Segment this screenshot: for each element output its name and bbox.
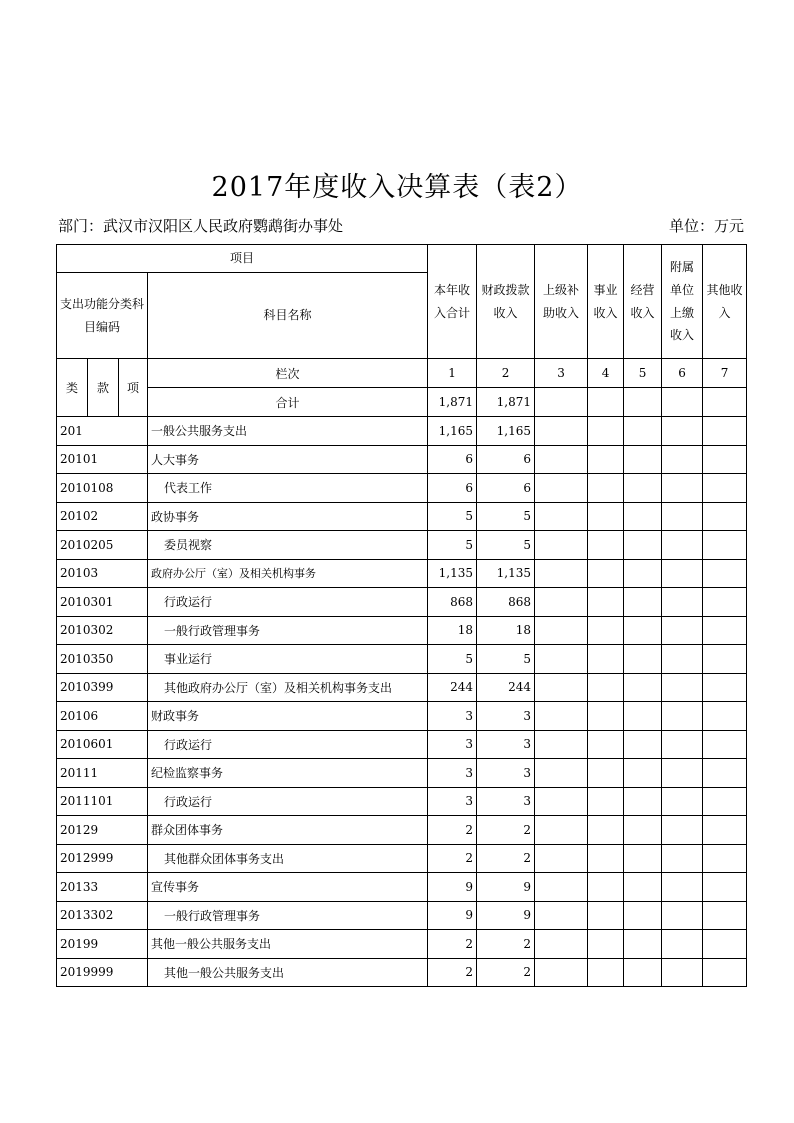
row-business-income — [588, 502, 624, 531]
table-row — [57, 901, 747, 930]
row-code: 2012999 — [57, 844, 148, 873]
row-subject-name: 事业运行 — [148, 645, 428, 674]
table-row — [57, 445, 747, 474]
row-business-income — [588, 559, 624, 588]
row-code: 2010301 — [57, 588, 148, 617]
header-fiscal-allocation: 财政拨款收入 — [477, 245, 535, 359]
row-subject-name: 其他政府办公厅（室）及相关机构事务支出 — [148, 673, 428, 702]
row-affiliated-income — [662, 787, 703, 816]
row-operating-income — [624, 616, 662, 645]
header-total-income: 本年收入合计 — [428, 245, 477, 359]
row-operating-income — [624, 445, 662, 474]
header-subject-name: 科目名称 — [148, 273, 428, 359]
revenue-table — [56, 244, 747, 987]
row-other-income — [703, 645, 747, 674]
row-subject-name: 其他群众团体事务支出 — [148, 844, 428, 873]
row-affiliated-income — [662, 844, 703, 873]
row-total-income: 9 — [428, 873, 477, 902]
table-row — [57, 816, 747, 845]
row-total-income: 3 — [428, 702, 477, 731]
table-row — [57, 559, 747, 588]
row-fiscal-allocation: 1,165 — [477, 417, 535, 446]
row-subject-name: 行政运行 — [148, 730, 428, 759]
table-row — [57, 502, 747, 531]
table-row — [57, 787, 747, 816]
row-code: 20106 — [57, 702, 148, 731]
row-total-income: 5 — [428, 502, 477, 531]
row-total-income: 5 — [428, 645, 477, 674]
row-business-income — [588, 673, 624, 702]
row-subject-name: 委员视察 — [148, 531, 428, 560]
row-code: 20102 — [57, 502, 148, 531]
row-code: 2013302 — [57, 901, 148, 930]
row-business-income — [588, 958, 624, 987]
row-affiliated-income — [662, 559, 703, 588]
row-operating-income — [624, 474, 662, 503]
row-subject-name: 其他一般公共服务支出 — [148, 958, 428, 987]
col-number-4: 4 — [588, 359, 624, 388]
row-total-income: 868 — [428, 588, 477, 617]
row-code: 2010205 — [57, 531, 148, 560]
row-total-income: 244 — [428, 673, 477, 702]
row-operating-income — [624, 759, 662, 788]
header-superior-subsidy: 上级补助收入 — [535, 245, 588, 359]
row-operating-income — [624, 816, 662, 845]
row-superior-subsidy — [535, 502, 588, 531]
row-operating-income — [624, 873, 662, 902]
row-other-income — [703, 531, 747, 560]
row-business-income — [588, 730, 624, 759]
col-number-6: 6 — [662, 359, 703, 388]
row-operating-income — [624, 901, 662, 930]
row-subject-name: 行政运行 — [148, 588, 428, 617]
row-superior-subsidy — [535, 930, 588, 959]
row-business-income — [588, 474, 624, 503]
row-code: 2019999 — [57, 958, 148, 987]
row-code: 20129 — [57, 816, 148, 845]
row-business-income — [588, 645, 624, 674]
row-fiscal-allocation: 9 — [477, 901, 535, 930]
row-total-income: 3 — [428, 759, 477, 788]
table-row — [57, 930, 747, 959]
row-affiliated-income — [662, 474, 703, 503]
row-subject-name: 代表工作 — [148, 474, 428, 503]
row-subject-name: 一般行政管理事务 — [148, 616, 428, 645]
row-other-income — [703, 502, 747, 531]
row-affiliated-income — [662, 702, 703, 731]
unit-label: 单位：万元 — [668, 217, 744, 235]
row-superior-subsidy — [535, 787, 588, 816]
row-code: 2011101 — [57, 787, 148, 816]
row-fiscal-allocation: 5 — [477, 645, 535, 674]
row-superior-subsidy — [535, 901, 588, 930]
col-number-3: 3 — [535, 359, 588, 388]
row-total-income: 2 — [428, 816, 477, 845]
header-other-income: 其他收入 — [703, 245, 747, 359]
header-affiliated-income: 附属单位上缴收入 — [662, 245, 703, 359]
row-total-income: 3 — [428, 730, 477, 759]
row-operating-income — [624, 588, 662, 617]
row-other-income — [703, 901, 747, 930]
row-superior-subsidy — [535, 873, 588, 902]
row-affiliated-income — [662, 502, 703, 531]
row-total-income: 3 — [428, 787, 477, 816]
row-other-income — [703, 559, 747, 588]
row-affiliated-income — [662, 958, 703, 987]
row-operating-income — [624, 531, 662, 560]
row-operating-income — [624, 559, 662, 588]
row-subject-name: 行政运行 — [148, 787, 428, 816]
row-operating-income — [624, 730, 662, 759]
row-other-income — [703, 816, 747, 845]
row-total-income: 6 — [428, 474, 477, 503]
table-row — [57, 616, 747, 645]
row-affiliated-income — [662, 531, 703, 560]
row-business-income — [588, 844, 624, 873]
row-other-income — [703, 958, 747, 987]
row-affiliated-income — [662, 673, 703, 702]
col-number-1: 1 — [428, 359, 477, 388]
row-operating-income — [624, 958, 662, 987]
row-business-income — [588, 787, 624, 816]
row-subject-name: 宣传事务 — [148, 873, 428, 902]
row-business-income — [588, 616, 624, 645]
row-superior-subsidy — [535, 559, 588, 588]
total-row-total: 1,871 — [428, 388, 477, 417]
row-other-income — [703, 702, 747, 731]
header-operating-income: 经营收入 — [624, 245, 662, 359]
table-row — [57, 873, 747, 902]
row-operating-income — [624, 502, 662, 531]
table-row — [57, 730, 747, 759]
row-other-income — [703, 873, 747, 902]
header-business-income: 事业收入 — [588, 245, 624, 359]
page-title: 2017年度收入决算表（表2） — [211, 172, 583, 203]
row-superior-subsidy — [535, 616, 588, 645]
row-business-income — [588, 901, 624, 930]
row-superior-subsidy — [535, 417, 588, 446]
row-superior-subsidy — [535, 673, 588, 702]
col-number-2: 2 — [477, 359, 535, 388]
col-number-5: 5 — [624, 359, 662, 388]
table-row — [57, 474, 747, 503]
header-function-code: 支出功能分类科目编码 — [57, 273, 148, 359]
row-code: 20199 — [57, 930, 148, 959]
header-lei: 类 — [57, 359, 88, 417]
row-subject-name: 一般公共服务支出 — [148, 417, 428, 446]
row-affiliated-income — [662, 588, 703, 617]
row-operating-income — [624, 702, 662, 731]
row-total-income: 2 — [428, 958, 477, 987]
table-row — [57, 588, 747, 617]
total-row-fiscal: 1,871 — [477, 388, 535, 417]
row-fiscal-allocation: 3 — [477, 787, 535, 816]
row-total-income: 2 — [428, 930, 477, 959]
row-other-income — [703, 616, 747, 645]
row-subject-name: 群众团体事务 — [148, 816, 428, 845]
row-fiscal-allocation: 2 — [477, 816, 535, 845]
row-code: 2010302 — [57, 616, 148, 645]
row-total-income: 1,165 — [428, 417, 477, 446]
row-code: 2010108 — [57, 474, 148, 503]
row-fiscal-allocation: 9 — [477, 873, 535, 902]
row-operating-income — [624, 673, 662, 702]
row-superior-subsidy — [535, 759, 588, 788]
row-superior-subsidy — [535, 816, 588, 845]
row-operating-income — [624, 787, 662, 816]
row-fiscal-allocation: 6 — [477, 474, 535, 503]
row-code: 20103 — [57, 559, 148, 588]
row-code: 2010350 — [57, 645, 148, 674]
row-business-income — [588, 531, 624, 560]
row-operating-income — [624, 417, 662, 446]
row-fiscal-allocation: 6 — [477, 445, 535, 474]
row-code: 20111 — [57, 759, 148, 788]
row-business-income — [588, 816, 624, 845]
row-code: 20133 — [57, 873, 148, 902]
row-other-income — [703, 588, 747, 617]
row-fiscal-allocation: 244 — [477, 673, 535, 702]
row-fiscal-allocation: 2 — [477, 844, 535, 873]
row-other-income — [703, 844, 747, 873]
row-fiscal-allocation: 868 — [477, 588, 535, 617]
row-business-income — [588, 702, 624, 731]
row-operating-income — [624, 930, 662, 959]
row-subject-name: 纪检监察事务 — [148, 759, 428, 788]
row-business-income — [588, 417, 624, 446]
row-fiscal-allocation: 3 — [477, 730, 535, 759]
col-number-7: 7 — [703, 359, 747, 388]
row-affiliated-income — [662, 930, 703, 959]
row-fiscal-allocation: 3 — [477, 702, 535, 731]
row-affiliated-income — [662, 901, 703, 930]
row-affiliated-income — [662, 645, 703, 674]
table-row — [57, 844, 747, 873]
row-affiliated-income — [662, 445, 703, 474]
row-superior-subsidy — [535, 588, 588, 617]
row-fiscal-allocation: 3 — [477, 759, 535, 788]
row-other-income — [703, 759, 747, 788]
row-business-income — [588, 759, 624, 788]
table-row — [57, 531, 747, 560]
row-subject-name: 其他一般公共服务支出 — [148, 930, 428, 959]
total-row-label: 合计 — [148, 388, 428, 417]
row-superior-subsidy — [535, 531, 588, 560]
row-fiscal-allocation: 1,135 — [477, 559, 535, 588]
header-xiang: 项 — [119, 359, 148, 417]
table-row — [57, 417, 747, 446]
row-total-income: 18 — [428, 616, 477, 645]
row-other-income — [703, 474, 747, 503]
row-business-income — [588, 930, 624, 959]
header-lanci: 栏次 — [148, 359, 428, 388]
row-superior-subsidy — [535, 474, 588, 503]
row-business-income — [588, 873, 624, 902]
row-fiscal-allocation: 5 — [477, 502, 535, 531]
row-affiliated-income — [662, 616, 703, 645]
table-row — [57, 759, 747, 788]
row-superior-subsidy — [535, 730, 588, 759]
row-superior-subsidy — [535, 645, 588, 674]
row-total-income: 2 — [428, 844, 477, 873]
row-subject-name: 政协事务 — [148, 502, 428, 531]
row-subject-name: 政府办公厅（室）及相关机构事务 — [148, 559, 428, 588]
row-code: 20101 — [57, 445, 148, 474]
table-row — [57, 702, 747, 731]
row-other-income — [703, 930, 747, 959]
row-superior-subsidy — [535, 702, 588, 731]
row-fiscal-allocation: 2 — [477, 930, 535, 959]
row-total-income: 5 — [428, 531, 477, 560]
row-business-income — [588, 445, 624, 474]
row-affiliated-income — [662, 417, 703, 446]
row-code: 201 — [57, 417, 148, 446]
department-label: 部门：武汉市汉阳区人民政府鹦鹉街办事处 — [58, 217, 344, 235]
row-fiscal-allocation: 5 — [477, 531, 535, 560]
row-code: 2010601 — [57, 730, 148, 759]
row-other-income — [703, 730, 747, 759]
row-code: 2010399 — [57, 673, 148, 702]
row-subject-name: 人大事务 — [148, 445, 428, 474]
row-total-income: 6 — [428, 445, 477, 474]
row-affiliated-income — [662, 730, 703, 759]
row-superior-subsidy — [535, 958, 588, 987]
row-affiliated-income — [662, 816, 703, 845]
row-total-income: 1,135 — [428, 559, 477, 588]
table-row — [57, 645, 747, 674]
row-other-income — [703, 445, 747, 474]
header-kuan: 款 — [88, 359, 119, 417]
table-row — [57, 673, 747, 702]
row-other-income — [703, 673, 747, 702]
row-other-income — [703, 787, 747, 816]
row-subject-name: 一般行政管理事务 — [148, 901, 428, 930]
row-operating-income — [624, 844, 662, 873]
row-total-income: 9 — [428, 901, 477, 930]
row-affiliated-income — [662, 759, 703, 788]
row-other-income — [703, 417, 747, 446]
row-affiliated-income — [662, 873, 703, 902]
table-row — [57, 958, 747, 987]
row-business-income — [588, 588, 624, 617]
row-superior-subsidy — [535, 445, 588, 474]
row-fiscal-allocation: 2 — [477, 958, 535, 987]
header-project: 项目 — [57, 245, 428, 273]
row-operating-income — [624, 645, 662, 674]
row-fiscal-allocation: 18 — [477, 616, 535, 645]
row-subject-name: 财政事务 — [148, 702, 428, 731]
row-superior-subsidy — [535, 844, 588, 873]
